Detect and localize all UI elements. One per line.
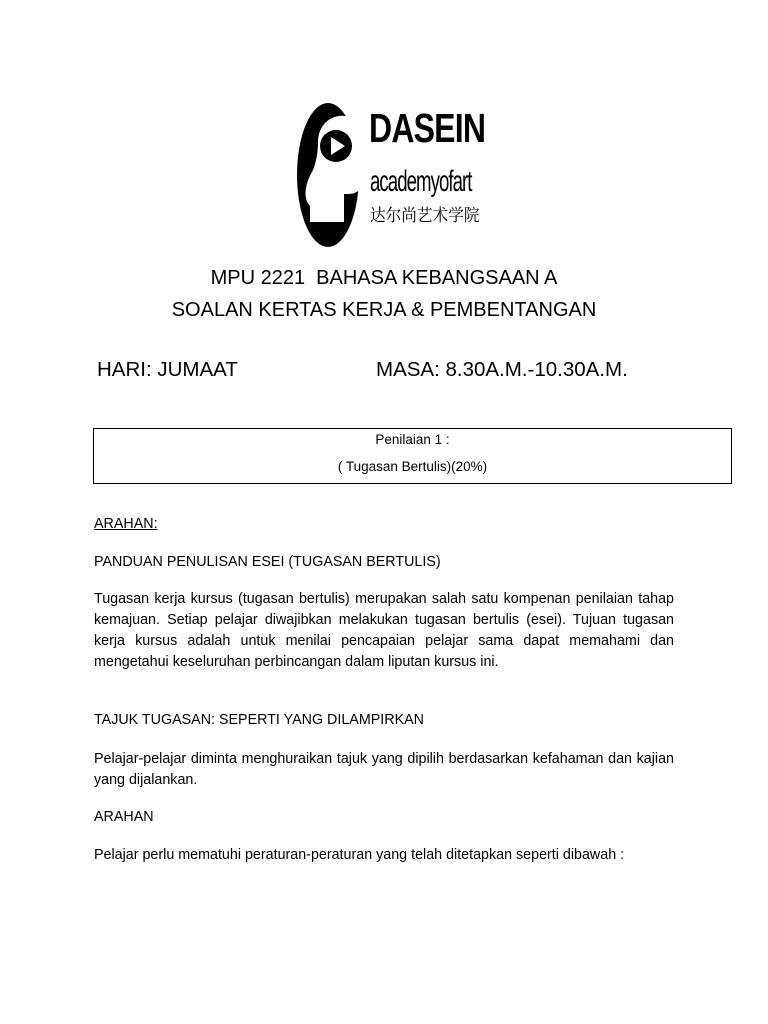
rules-paragraph: Pelajar perlu mematuhi peraturan-peraturan yang telah ditetapkan seperti dibawah : [94,847,625,863]
logo-subtitle: academyofart [370,165,472,198]
arahan-heading: ARAHAN: [94,516,158,532]
head-profile-icon [296,102,368,250]
intro-paragraph: Tugasan kerja kursus (tugasan bertulis) merupakan salah satu kompenan penilaian tahap kemajuan. Setiap pelajar diwajibkan melakukan tugasan bertulis (esei). Tujuan tugasan kerja kursus adalah untuk menilai pencapaian pelajar sama dapat memahami dan mengetahui keseluruhan perbincangan dalam liputan kursus ini. [94,591,674,670]
dasein-logo [296,102,486,250]
assessment-type: ( Tugasan Bertulis)(20%) [337,459,488,474]
paper-title: SOALAN KERTAS KERJA & PEMBENTANGAN [171,299,597,321]
time-label: MASA: 8.30A.M.-10.30A.M. [376,358,628,381]
day-label: HARI: JUMAAT [97,358,238,381]
logo-chinese-name: 达尔尚艺术学院 [370,206,480,226]
logo-title: DASEIN [369,105,486,151]
arahan2-heading: ARAHAN [94,809,154,825]
panduan-heading: PANDUAN PENULISAN ESEI (TUGASAN BERTULIS) [94,554,441,570]
tajuk-heading: TAJUK TUGASAN: SEPERTI YANG DILAMPIRKAN [94,712,424,728]
course-title: MPU 2221 BAHASA KEBANGSAAN A [210,267,558,289]
assessment-box [93,428,732,484]
task-paragraph: Pelajar-pelajar diminta menghuraikan tajuk yang dipilih berdasarkan kefahaman dan kajian yang dijalankan. [94,751,674,788]
assessment-title: Penilaian 1 : [375,432,450,447]
